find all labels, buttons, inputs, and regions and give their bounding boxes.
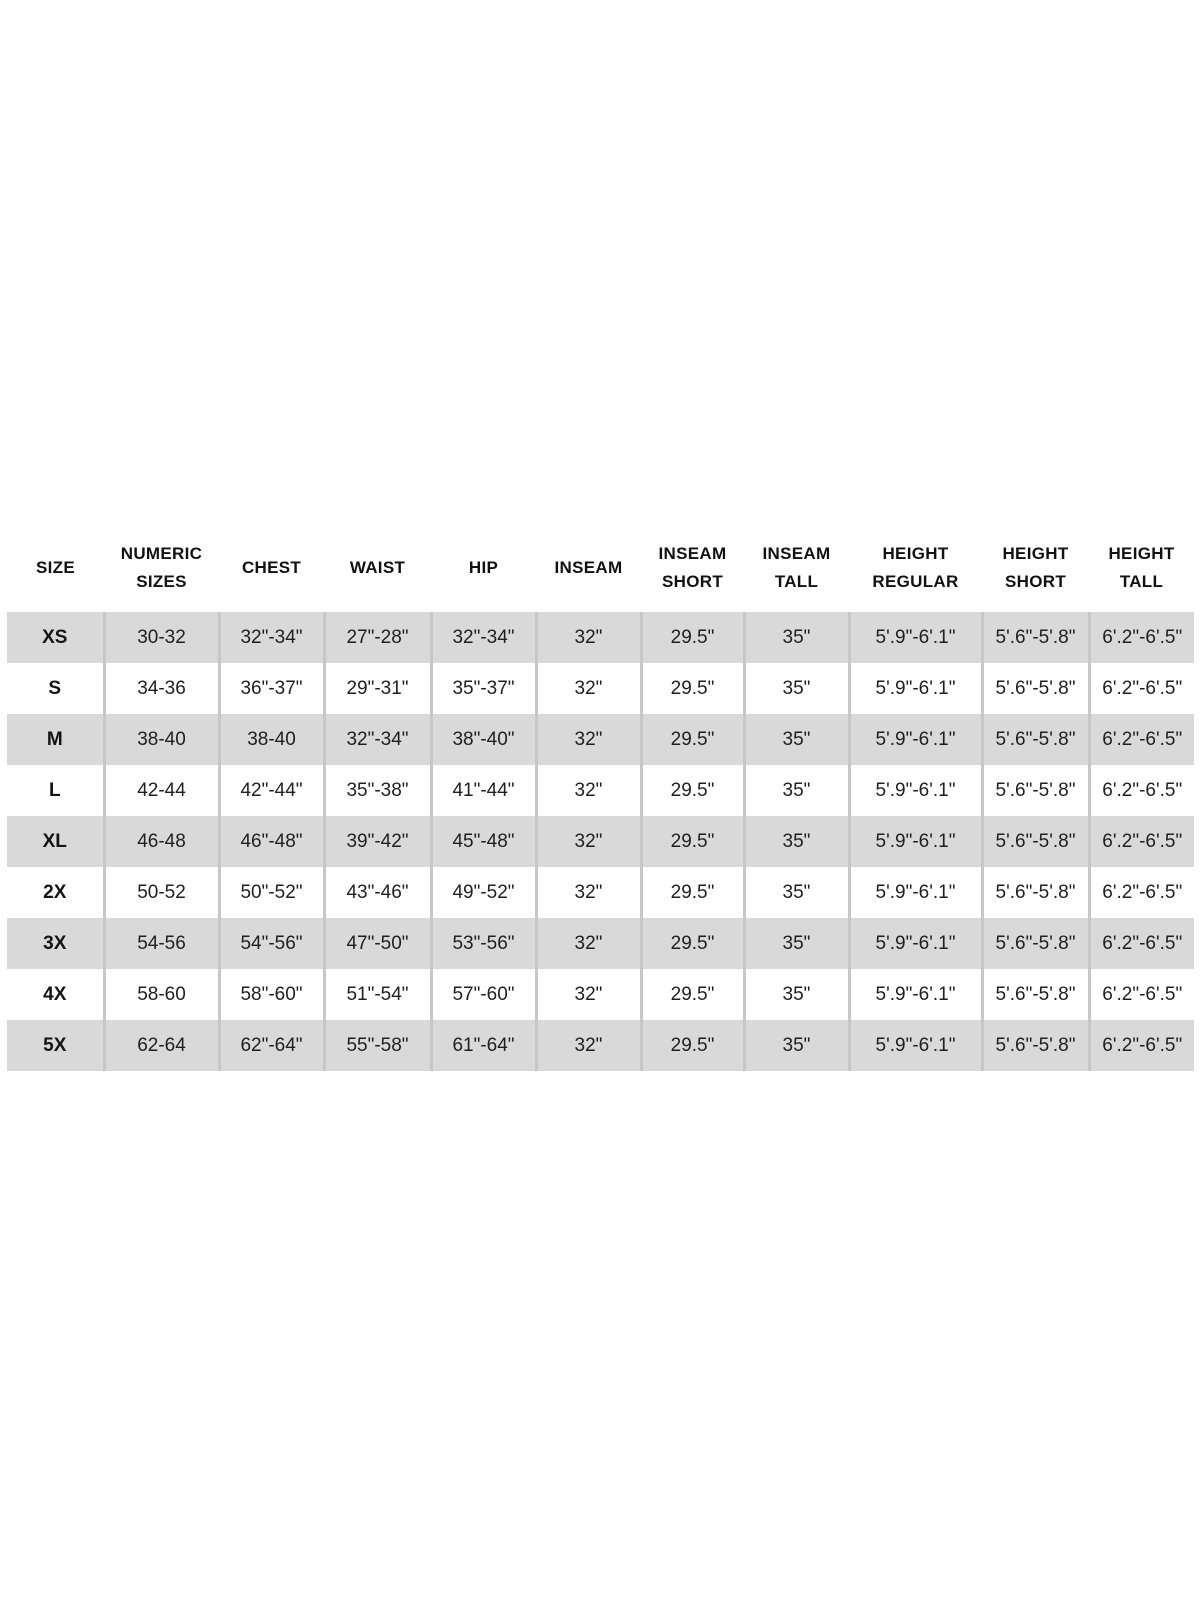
column-header-waist bbox=[324, 540, 431, 612]
table-cell: 35" bbox=[744, 867, 849, 918]
table-cell: 5'.9"-6'.1" bbox=[849, 663, 982, 714]
table-cell: 29.5" bbox=[641, 816, 744, 867]
table-cell: 5'.6"-5'.8" bbox=[982, 1020, 1089, 1071]
table-cell: 58-60 bbox=[104, 969, 219, 1020]
header-label: HEIGHT bbox=[1108, 544, 1175, 563]
column-header-numeric-sizes bbox=[104, 540, 219, 612]
table-cell: 32" bbox=[536, 1020, 641, 1071]
table-cell: 35" bbox=[744, 969, 849, 1020]
table-row-s bbox=[7, 663, 1194, 714]
size-cell: S bbox=[7, 663, 104, 714]
header-label: SHORT bbox=[1005, 572, 1066, 591]
size-cell: 5X bbox=[7, 1020, 104, 1071]
size-cell: 4X bbox=[7, 969, 104, 1020]
size-cell: M bbox=[7, 714, 104, 765]
table-cell: 35"-38" bbox=[324, 765, 431, 816]
table-cell: 5'.6"-5'.8" bbox=[982, 663, 1089, 714]
table-cell: 6'.2"-6'.5" bbox=[1089, 969, 1194, 1020]
table-row-3x bbox=[7, 918, 1194, 969]
header-label: SHORT bbox=[662, 572, 723, 591]
column-header-hip bbox=[431, 540, 536, 612]
table-cell: 47"-50" bbox=[324, 918, 431, 969]
header-label: HEIGHT bbox=[1002, 544, 1069, 563]
table-cell: 5'.9"-6'.1" bbox=[849, 918, 982, 969]
header-row bbox=[7, 540, 1194, 612]
table-cell: 35" bbox=[744, 816, 849, 867]
table-cell: 6'.2"-6'.5" bbox=[1089, 918, 1194, 969]
table-cell: 32"-34" bbox=[324, 714, 431, 765]
table-cell: 49"-52" bbox=[431, 867, 536, 918]
table-cell: 57"-60" bbox=[431, 969, 536, 1020]
table-cell: 5'.9"-6'.1" bbox=[849, 612, 982, 663]
column-header-height-tall bbox=[1089, 540, 1194, 612]
table-cell: 62-64 bbox=[104, 1020, 219, 1071]
table-cell: 43"-46" bbox=[324, 867, 431, 918]
header-label: SIZE bbox=[36, 558, 75, 577]
table-cell: 32" bbox=[536, 867, 641, 918]
header-label: HEIGHT bbox=[882, 544, 949, 563]
table-cell: 29.5" bbox=[641, 918, 744, 969]
header-label: INSEAM bbox=[762, 544, 831, 563]
table-header bbox=[7, 540, 1194, 612]
header-label: TALL bbox=[1119, 572, 1164, 591]
size-cell: 2X bbox=[7, 867, 104, 918]
size-cell: L bbox=[7, 765, 104, 816]
table-cell: 53"-56" bbox=[431, 918, 536, 969]
column-header-height-short bbox=[982, 540, 1089, 612]
table-cell: 32" bbox=[536, 918, 641, 969]
column-header-inseam-tall bbox=[744, 540, 849, 612]
table-cell: 30-32 bbox=[104, 612, 219, 663]
column-header-height-regular bbox=[849, 540, 982, 612]
table-cell: 32"-34" bbox=[219, 612, 324, 663]
column-header-inseam bbox=[536, 540, 641, 612]
table-cell: 32"-34" bbox=[431, 612, 536, 663]
table-cell: 29.5" bbox=[641, 714, 744, 765]
table-cell: 29.5" bbox=[641, 612, 744, 663]
table-cell: 5'.9"-6'.1" bbox=[849, 765, 982, 816]
table-cell: 5'.6"-5'.8" bbox=[982, 816, 1089, 867]
table-cell: 62"-64" bbox=[219, 1020, 324, 1071]
size-cell: XL bbox=[7, 816, 104, 867]
table-row-4x bbox=[7, 969, 1194, 1020]
table-cell: 6'.2"-6'.5" bbox=[1089, 867, 1194, 918]
table-cell: 27"-28" bbox=[324, 612, 431, 663]
table-cell: 51"-54" bbox=[324, 969, 431, 1020]
table-row-xl bbox=[7, 816, 1194, 867]
table-cell: 5'.6"-5'.8" bbox=[982, 714, 1089, 765]
table-body bbox=[7, 612, 1194, 1071]
table-cell: 29.5" bbox=[641, 765, 744, 816]
size-cell: XS bbox=[7, 612, 104, 663]
table-cell: 6'.2"-6'.5" bbox=[1089, 1020, 1194, 1071]
table-cell: 35" bbox=[744, 1020, 849, 1071]
table-cell: 5'.6"-5'.8" bbox=[982, 969, 1089, 1020]
header-label: INSEAM bbox=[658, 544, 727, 563]
table-cell: 6'.2"-6'.5" bbox=[1089, 765, 1194, 816]
table-cell: 6'.2"-6'.5" bbox=[1089, 663, 1194, 714]
table-row-2x bbox=[7, 867, 1194, 918]
table-cell: 42"-44" bbox=[219, 765, 324, 816]
table-cell: 34-36 bbox=[104, 663, 219, 714]
table-cell: 32" bbox=[536, 714, 641, 765]
table-cell: 29.5" bbox=[641, 1020, 744, 1071]
table-cell: 42-44 bbox=[104, 765, 219, 816]
table-cell: 29"-31" bbox=[324, 663, 431, 714]
table-cell: 32" bbox=[536, 612, 641, 663]
table-row-m bbox=[7, 714, 1194, 765]
header-label: INSEAM bbox=[554, 558, 623, 577]
table-cell: 58"-60" bbox=[219, 969, 324, 1020]
table-cell: 35" bbox=[744, 765, 849, 816]
table-row-l bbox=[7, 765, 1194, 816]
table-cell: 32" bbox=[536, 663, 641, 714]
table-cell: 35"-37" bbox=[431, 663, 536, 714]
table-cell: 39"-42" bbox=[324, 816, 431, 867]
table-cell: 32" bbox=[536, 816, 641, 867]
table-cell: 29.5" bbox=[641, 867, 744, 918]
table-cell: 5'.6"-5'.8" bbox=[982, 612, 1089, 663]
header-label: TALL bbox=[774, 572, 819, 591]
header-label: CHEST bbox=[241, 558, 302, 577]
table-cell: 6'.2"-6'.5" bbox=[1089, 612, 1194, 663]
table-cell: 5'.9"-6'.1" bbox=[849, 1020, 982, 1071]
table-cell: 54"-56" bbox=[219, 918, 324, 969]
table-cell: 5'.6"-5'.8" bbox=[982, 918, 1089, 969]
column-header-chest bbox=[219, 540, 324, 612]
header-label: SIZES bbox=[136, 572, 187, 591]
table-cell: 55"-58" bbox=[324, 1020, 431, 1071]
table-cell: 50-52 bbox=[104, 867, 219, 918]
table-cell: 35" bbox=[744, 663, 849, 714]
table-cell: 29.5" bbox=[641, 969, 744, 1020]
table-cell: 38-40 bbox=[104, 714, 219, 765]
table-cell: 5'.6"-5'.8" bbox=[982, 765, 1089, 816]
table-cell: 5'.6"-5'.8" bbox=[982, 867, 1089, 918]
table-cell: 36"-37" bbox=[219, 663, 324, 714]
table-cell: 32" bbox=[536, 765, 641, 816]
table-cell: 32" bbox=[536, 969, 641, 1020]
size-chart-table bbox=[7, 540, 1194, 1071]
table-cell: 45"-48" bbox=[431, 816, 536, 867]
table-cell: 38-40 bbox=[219, 714, 324, 765]
size-cell: 3X bbox=[7, 918, 104, 969]
table-cell: 50"-52" bbox=[219, 867, 324, 918]
column-header-size bbox=[7, 540, 104, 612]
table-row-xs bbox=[7, 612, 1194, 663]
header-label: HIP bbox=[468, 558, 499, 577]
table-cell: 35" bbox=[744, 714, 849, 765]
table-cell: 41"-44" bbox=[431, 765, 536, 816]
table-cell: 46"-48" bbox=[219, 816, 324, 867]
table-cell: 38"-40" bbox=[431, 714, 536, 765]
column-header-inseam-short bbox=[641, 540, 744, 612]
header-label: WAIST bbox=[349, 558, 406, 577]
table-cell: 6'.2"-6'.5" bbox=[1089, 816, 1194, 867]
table-cell: 54-56 bbox=[104, 918, 219, 969]
table-cell: 5'.9"-6'.1" bbox=[849, 867, 982, 918]
table-cell: 5'.9"-6'.1" bbox=[849, 714, 982, 765]
header-label: NUMERIC bbox=[120, 544, 203, 563]
table-cell: 46-48 bbox=[104, 816, 219, 867]
header-label: REGULAR bbox=[872, 572, 959, 591]
table-cell: 35" bbox=[744, 612, 849, 663]
table-cell: 35" bbox=[744, 918, 849, 969]
table-cell: 6'.2"-6'.5" bbox=[1089, 714, 1194, 765]
table-cell: 61"-64" bbox=[431, 1020, 536, 1071]
table-cell: 5'.9"-6'.1" bbox=[849, 816, 982, 867]
table-cell: 29.5" bbox=[641, 663, 744, 714]
table-row-5x bbox=[7, 1020, 1194, 1071]
table-cell: 5'.9"-6'.1" bbox=[849, 969, 982, 1020]
